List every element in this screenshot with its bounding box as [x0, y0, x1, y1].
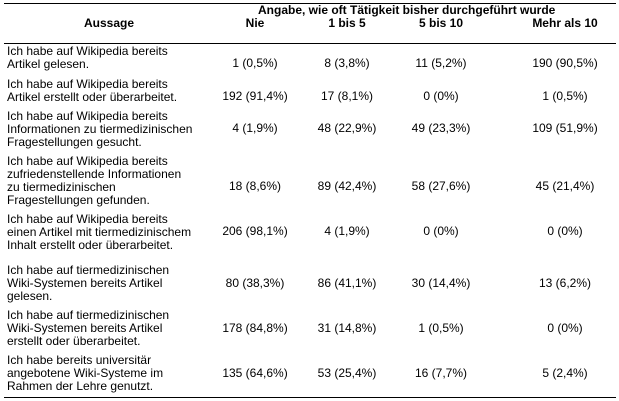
row-statement-line: Ich habe auf Wikipedia bereits: [7, 109, 168, 123]
cell-mehr-10: 190 (90,5%): [532, 56, 598, 70]
row-statement-line: Rahmen der Lehre genutzt.: [7, 379, 154, 393]
cell-mehr-10: 0 (0%): [547, 321, 583, 335]
cell-nie: 206 (98,1%): [222, 224, 288, 238]
cell-5-10: 49 (23,3%): [411, 121, 471, 135]
cell-nie: 1 (0,5%): [232, 56, 278, 70]
cell-nie: 192 (91,4%): [222, 89, 288, 103]
row-statement-line: Ich habe auf Wikipedia bereits: [7, 77, 168, 91]
row-statement-line: Ich habe auf Wikipedia bereits: [7, 44, 168, 58]
cell-1-5: 53 (25,4%): [317, 366, 377, 380]
cell-5-10: 58 (27,6%): [411, 179, 471, 193]
cell-1-5: 86 (41,1%): [317, 276, 377, 290]
row-statement-line: Fragestellungen gesucht.: [7, 135, 142, 149]
header-col-5-10: 5 bis 10: [418, 16, 464, 30]
cell-5-10: 16 (7,7%): [414, 366, 468, 380]
cell-mehr-10: 1 (0,5%): [542, 89, 588, 103]
row-statement-line: gelesen.: [7, 289, 53, 303]
header-col-nie: Nie: [245, 16, 265, 30]
row-statement-line: zufriedenstellende Informationen: [7, 167, 182, 181]
cell-nie: 178 (84,8%): [222, 321, 288, 335]
bottom-rule: [4, 397, 616, 398]
row-statement-line: Wiki-Systemen bereits Artikel: [7, 276, 163, 290]
cell-1-5: 31 (14,8%): [317, 321, 377, 335]
cell-mehr-10: 13 (6,2%): [538, 276, 592, 290]
cell-1-5: 4 (1,9%): [324, 224, 370, 238]
cell-nie: 80 (38,3%): [225, 276, 285, 290]
row-statement-line: Ich habe auf tiermedizinischen: [7, 308, 170, 322]
row-statement-line: Inhalt erstellt oder überarbeitet.: [7, 238, 174, 252]
row-statement-line: Ich habe bereits universitär: [7, 353, 152, 367]
cell-1-5: 89 (42,4%): [317, 179, 377, 193]
cell-5-10: 0 (0%): [423, 89, 459, 103]
cell-5-10: 30 (14,4%): [411, 276, 471, 290]
cell-1-5: 8 (3,8%): [324, 56, 370, 70]
header-aussage: Aussage: [84, 16, 135, 30]
cell-nie: 4 (1,9%): [232, 121, 278, 135]
cell-mehr-10: 0 (0%): [547, 224, 583, 238]
cell-mehr-10: 45 (21,4%): [535, 179, 595, 193]
cell-mehr-10: 109 (51,9%): [532, 121, 598, 135]
row-statement-line: zu tiermedizinischen: [7, 180, 116, 194]
row-statement-line: Ich habe auf Wikipedia bereits: [7, 212, 168, 226]
cell-5-10: 11 (5,2%): [415, 56, 467, 70]
cell-mehr-10: 5 (2,4%): [542, 366, 588, 380]
header-col-1-5: 1 bis 5: [328, 16, 366, 30]
header-col-mehr-10: Mehr als 10: [532, 16, 598, 30]
row-statement-line: Artikel erstellt oder überarbeitet.: [7, 90, 178, 104]
row-statement-line: Fragestellungen gefunden.: [7, 193, 150, 207]
cell-5-10: 1 (0,5%): [418, 321, 464, 335]
row-statement-line: Artikel gelesen.: [7, 57, 90, 71]
cell-nie: 18 (8,6%): [228, 179, 282, 193]
row-statement-line: Ich habe auf tiermedizinischen: [7, 263, 170, 277]
row-statement-line: Ich habe auf Wikipedia bereits: [7, 154, 168, 168]
row-statement-line: erstellt oder überarbeitet.: [7, 334, 141, 348]
cell-5-10: 0 (0%): [423, 224, 459, 238]
row-statement-line: Informationen zu tiermedizinischen: [7, 122, 193, 136]
cell-1-5: 17 (8,1%): [320, 89, 374, 103]
cell-nie: 135 (64,6%): [222, 366, 288, 380]
row-statement-line: Wiki-Systemen bereits Artikel: [7, 321, 163, 335]
header-group: Angabe, wie oft Tätigkeit bisher durchgeführt wurde: [258, 3, 556, 17]
row-statement-line: einen Artikel mit tiermedizinischem: [7, 225, 192, 239]
row-statement-line: angebotene Wiki-Systeme im: [7, 366, 164, 380]
cell-1-5: 48 (22,9%): [317, 121, 377, 135]
